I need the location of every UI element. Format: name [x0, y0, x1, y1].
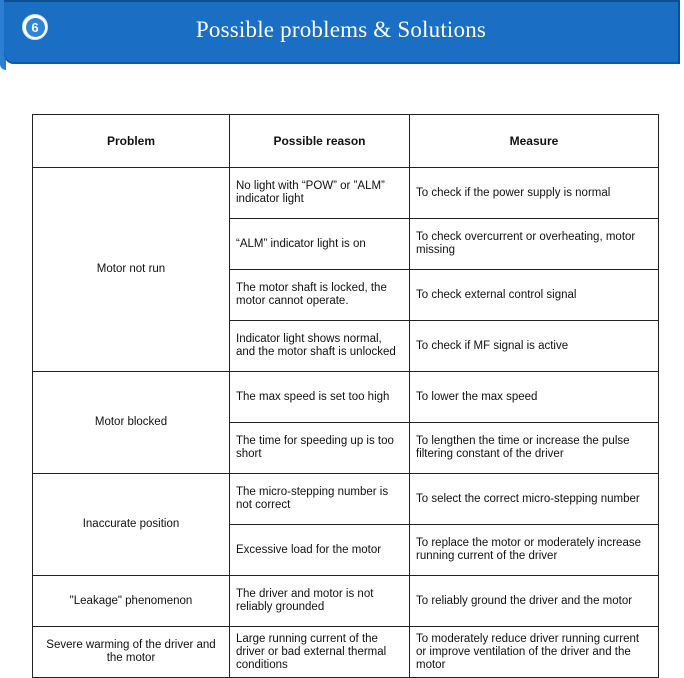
troubleshooting-table [32, 114, 659, 678]
table-row [33, 627, 659, 678]
table-row [33, 168, 659, 219]
problem-cell: Inaccurate position [33, 474, 230, 576]
problem-cell: Motor not run [33, 168, 230, 372]
reason-cell: The driver and motor is not reliably grounded [230, 576, 410, 627]
measure-cell: To reliably ground the driver and the motor [410, 576, 659, 627]
measure-cell: To moderately reduce driver running current or improve ventilation of the driver and the motor [410, 627, 659, 678]
measure-cell: To check if MF signal is active [410, 321, 659, 372]
measure-cell: To lengthen the time or increase the pulse filtering constant of the driver [410, 423, 659, 474]
reason-cell: The time for speeding up is too short [230, 423, 410, 474]
problem-cell: Motor blocked [33, 372, 230, 474]
reason-cell: Indicator light shows normal, and the motor shaft is unlocked [230, 321, 410, 372]
step-number: 6 [26, 18, 45, 37]
problem-cell: Severe warming of the driver and the motor [33, 627, 230, 678]
column-header-problem: Problem [33, 115, 230, 168]
column-header-reason: Possible reason [230, 115, 410, 168]
table-row [33, 474, 659, 525]
measure-cell: To lower the max speed [410, 372, 659, 423]
measure-cell: To check overcurrent or overheating, motor missing [410, 219, 659, 270]
reason-cell: Large running current of the driver or bad external thermal conditions [230, 627, 410, 678]
section-header [4, 0, 680, 64]
reason-cell: The motor shaft is locked, the motor cannot operate. [230, 270, 410, 321]
reason-cell: Excessive load for the motor [230, 525, 410, 576]
table-header-row [33, 115, 659, 168]
measure-cell: To check external control signal [410, 270, 659, 321]
measure-cell: To replace the motor or moderately increase running current of the driver [410, 525, 659, 576]
reason-cell: “ALM” indicator light is on [230, 219, 410, 270]
table-row [33, 576, 659, 627]
table-row [33, 372, 659, 423]
column-header-measure: Measure [410, 115, 659, 168]
reason-cell: The max speed is set too high [230, 372, 410, 423]
reason-cell: No light with “POW” or ”ALM” indicator light [230, 168, 410, 219]
measure-cell: To select the correct micro-stepping number [410, 474, 659, 525]
reason-cell: The micro-stepping number is not correct [230, 474, 410, 525]
page-title: Possible problems & Solutions [195, 17, 487, 42]
problem-cell: "Leakage" phenomenon [33, 576, 230, 627]
measure-cell: To check if the power supply is normal [410, 168, 659, 219]
